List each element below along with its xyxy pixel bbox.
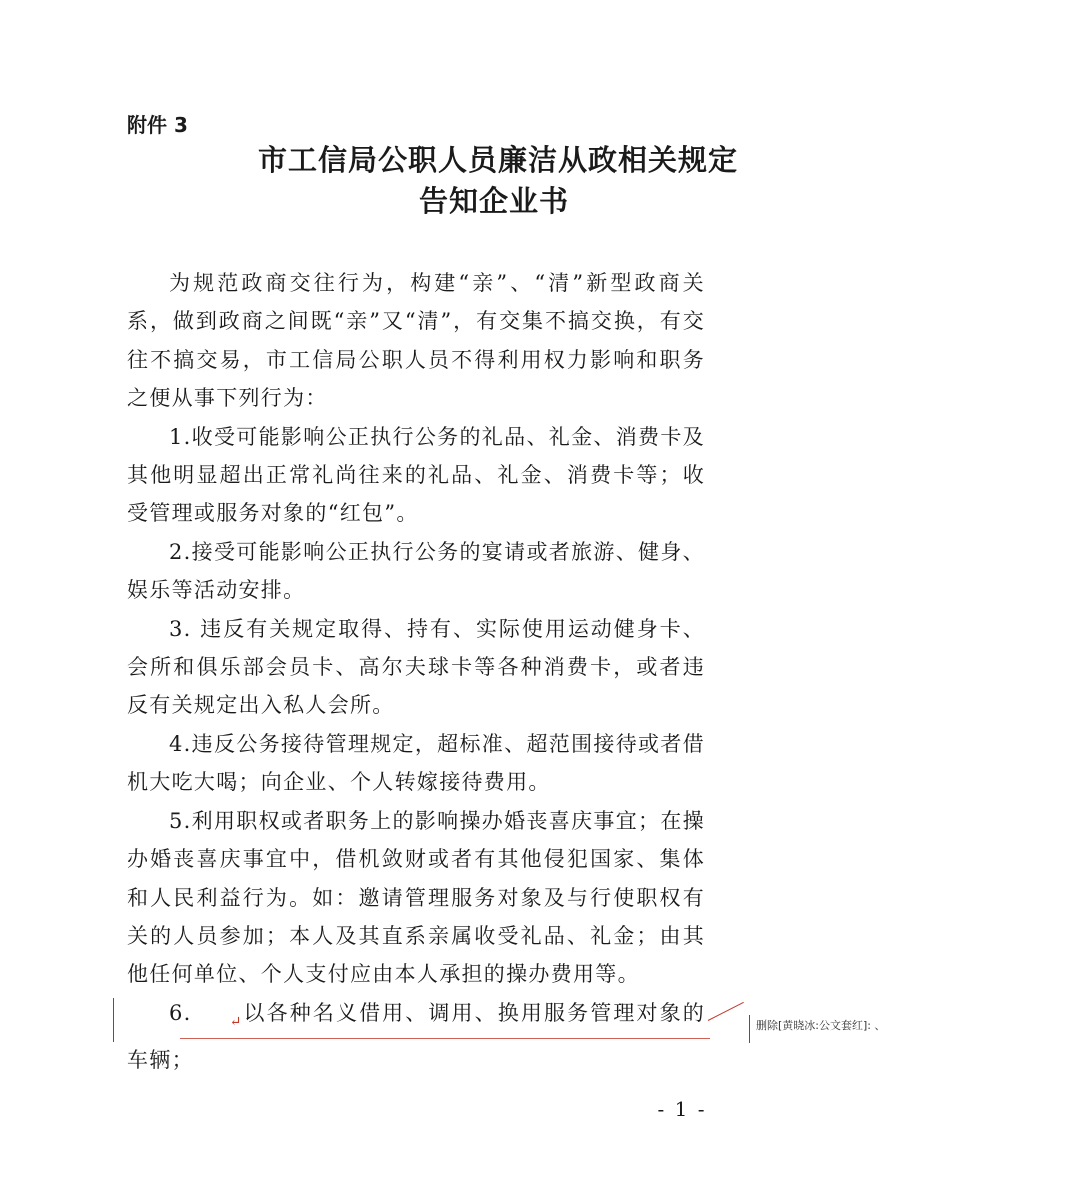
paragraph-item-6-number: 6. xyxy=(169,1000,192,1025)
paragraph-item-5: 5.利用职权或者职务上的影响操办婚丧喜庆事宜；在操办婚丧喜庆事宜中，借机敛财或者有其他侵犯国家、集体和人民利益行为。如：邀请管理服务对象及与行使职权有关的人员参加；本人及其直系亲属收受礼品、礼金；由其他任何单位、个人支付应由本人承担的操办费用等。 xyxy=(127,808,705,987)
document-title-line-2: 告知企业书 xyxy=(418,184,569,218)
paragraph-item-1: 1.收受可能影响公正执行公务的礼品、礼金、消费卡及其他明显超出正常礼尚往来的礼品、礼金、消费卡等；收受管理或服务对象的“红包”。 xyxy=(127,424,705,526)
revision-change-bar xyxy=(113,998,114,1042)
revision-connector-line xyxy=(708,1002,744,1021)
paragraph-item-6-text: 以各种名义借用、调用、换用服务管理对象的车辆； xyxy=(127,1000,705,1073)
paragraph-item-2: 2.接受可能影响公正执行公务的宴请或者旅游、健身、娱乐等活动安排。 xyxy=(127,539,705,603)
document-body xyxy=(127,264,705,1080)
attachment-label: 附件 3 xyxy=(127,113,188,137)
document-title-line-1: 市工信局公职人员廉洁从政相关规定 xyxy=(257,143,738,177)
revision-balloon-bar xyxy=(749,1015,750,1043)
paragraph-item-6 xyxy=(127,994,705,1080)
revision-underline xyxy=(180,1038,710,1039)
paragraph-intro: 为规范政商交往行为，构建“亲”、“清”新型政商关系，做到政商之间既“亲”又“清”，有交集不搞交换，有交往不搞交易，市工信局公职人员不得利用权力影响和职务之便从事下列行为： xyxy=(127,271,705,411)
page-number: - 1 - xyxy=(657,1097,707,1121)
insertion-caret-icon: ↵ xyxy=(229,1013,243,1030)
revision-comment[interactable]: 删除[黄晓冰:公文套红]: 、 xyxy=(756,1019,886,1032)
paragraph-item-4: 4.违反公务接待管理规定，超标准、超范围接待或者借机大吃大喝；向企业、个人转嫁接待费用。 xyxy=(127,731,705,795)
paragraph-item-3: 3. 违反有关规定取得、持有、实际使用运动健身卡、会所和俱乐部会员卡、高尔夫球卡等各种消费卡，或者违反有关规定出入私人会所。 xyxy=(127,616,705,718)
